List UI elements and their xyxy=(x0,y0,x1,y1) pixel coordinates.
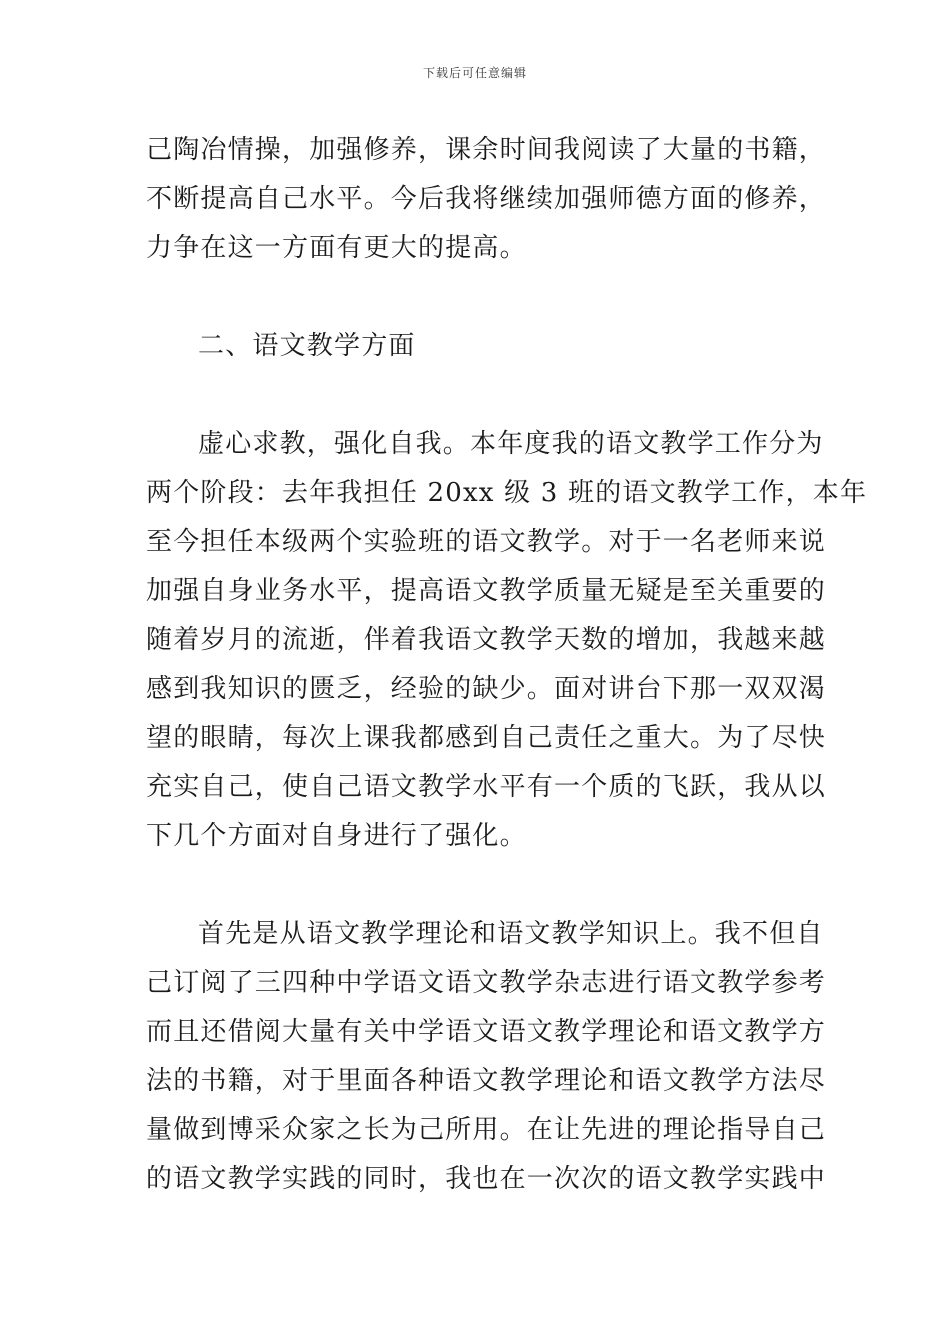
section-heading: 二、语文教学方面 xyxy=(198,331,416,361)
paragraph-1 xyxy=(146,126,827,273)
paragraph-3 xyxy=(146,910,827,1204)
paragraph-line: 法的书籍，对于里面各种语文教学理论和语文教学方法尽 xyxy=(146,1066,827,1096)
paragraph-line: 随着岁月的流逝，伴着我语文教学天数的增加，我越来越 xyxy=(146,625,827,655)
paragraph-line: 充实自己，使自己语文教学水平有一个质的飞跃，我从以 xyxy=(146,772,827,802)
paragraph-spacer xyxy=(146,371,816,420)
document-body xyxy=(146,126,868,1204)
page-header: 下载后可任意编辑 xyxy=(422,66,527,80)
paragraph-line: 感到我知识的匮乏，经验的缺少。面对讲台下那一双双渴 xyxy=(146,674,827,704)
paragraph-line: 力争在这一方面有更大的提高。 xyxy=(146,233,527,263)
paragraph-spacer xyxy=(146,861,816,910)
paragraph-line: 虚心求教，强化自我。本年度我的语文教学工作分为 xyxy=(198,429,824,459)
paragraph-2 xyxy=(146,420,868,861)
paragraph-line: 加强自身业务水平，提高语文教学质量无疑是至关重要的 xyxy=(146,576,827,606)
paragraph-line: 两个阶段：去年我担任 20xx 级 3 班的语文教学工作，本年 xyxy=(146,478,868,508)
paragraph-line: 量做到博采众家之长为己所用。在让先进的理论指导自己 xyxy=(146,1115,827,1145)
paragraph-line: 下几个方面对自身进行了强化。 xyxy=(146,821,527,851)
paragraph-line: 而且还借阅大量有关中学语文语文教学理论和语文教学方 xyxy=(146,1017,827,1047)
paragraph-line: 至今担任本级两个实验班的语文教学。对于一名老师来说 xyxy=(146,527,827,557)
paragraph-line: 望的眼睛，每次上课我都感到自己责任之重大。为了尽快 xyxy=(146,723,827,753)
paragraph-line: 首先是从语文教学理论和语文教学知识上。我不但自 xyxy=(198,919,824,949)
paragraph-line: 己陶冶情操，加强修养，课余时间我阅读了大量的书籍， xyxy=(146,135,827,165)
paragraph-line: 己订阅了三四种中学语文语文教学杂志进行语文教学参考 xyxy=(146,968,827,998)
paragraph-line: 不断提高自己水平。今后我将继续加强师德方面的修养， xyxy=(146,184,827,214)
paragraph-spacer xyxy=(146,273,816,322)
paragraph-line: 的语文教学实践的同时，我也在一次次的语文教学实践中 xyxy=(146,1164,827,1194)
section-heading-paragraph xyxy=(146,322,816,371)
